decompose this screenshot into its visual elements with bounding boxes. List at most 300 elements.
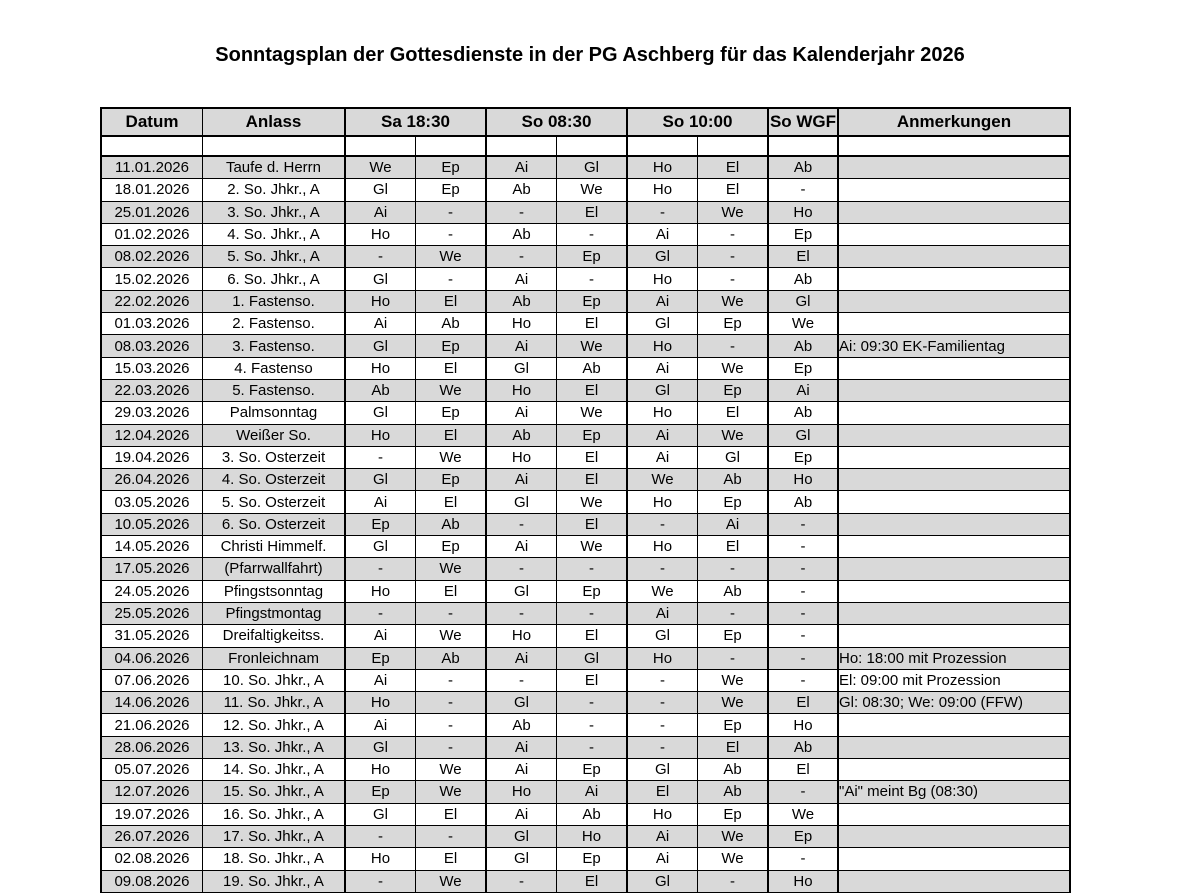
table-row: [100, 469, 1071, 491]
cell-occasion: 5. Fastenso.: [203, 380, 346, 402]
cell-so-1000-b: We: [698, 202, 769, 224]
spacer-row: [100, 137, 1071, 157]
cell-so-0830-b: El: [557, 514, 628, 536]
header-datum: Datum: [100, 107, 203, 137]
table-row: [100, 157, 1071, 179]
cell-so-0830-a: Gl: [487, 358, 557, 380]
cell-note: [839, 848, 1071, 870]
cell-so-0830-b: El: [557, 871, 628, 893]
cell-so-1000-b: We: [698, 848, 769, 870]
cell-so-0830-a: Gl: [487, 826, 557, 848]
cell-date: 29.03.2026: [100, 402, 203, 424]
cell-occasion: 6. So. Jhkr., A: [203, 268, 346, 290]
cell-occasion: 11. So. Jhkr., A: [203, 692, 346, 714]
cell-so-0830-a: -: [487, 871, 557, 893]
cell-so-0830-b: -: [557, 714, 628, 736]
header-anlass: Anlass: [203, 107, 346, 137]
cell-date: 28.06.2026: [100, 737, 203, 759]
cell-sa-1830-a: Gl: [346, 737, 416, 759]
cell-so-1000-a: Ai: [628, 826, 698, 848]
cell-sa-1830-a: -: [346, 558, 416, 580]
cell-date: 11.01.2026: [100, 157, 203, 179]
cell-occasion: 4. So. Osterzeit: [203, 469, 346, 491]
cell-sa-1830-a: Ai: [346, 670, 416, 692]
schedule-body: [100, 157, 1071, 893]
cell-so-1000-b: We: [698, 291, 769, 313]
cell-so-1000-b: Ab: [698, 581, 769, 603]
cell-so-1000-b: Ai: [698, 514, 769, 536]
cell-so-0830-b: -: [557, 692, 628, 714]
cell-so-1000-b: Ep: [698, 491, 769, 513]
cell-so-wgf: Gl: [769, 425, 839, 447]
cell-date: 24.05.2026: [100, 581, 203, 603]
table-row: [100, 603, 1071, 625]
table-row: [100, 291, 1071, 313]
cell-so-wgf: Ep: [769, 447, 839, 469]
cell-so-0830-a: Ho: [487, 625, 557, 647]
table-row: [100, 804, 1071, 826]
cell-so-0830-b: We: [557, 402, 628, 424]
cell-so-wgf: Ai: [769, 380, 839, 402]
cell-so-0830-b: Ep: [557, 759, 628, 781]
cell-so-0830-a: Ai: [487, 759, 557, 781]
cell-sa-1830-b: El: [416, 804, 487, 826]
cell-note: [839, 826, 1071, 848]
cell-so-0830-a: Ab: [487, 179, 557, 201]
header-so-0830: So 08:30: [487, 107, 628, 137]
cell-sa-1830-a: Gl: [346, 335, 416, 357]
cell-note: [839, 291, 1071, 313]
cell-so-1000-a: Ai: [628, 358, 698, 380]
cell-so-0830-a: Ai: [487, 335, 557, 357]
cell-note: [839, 737, 1071, 759]
spacer-cell: [416, 137, 487, 157]
cell-so-wgf: Ep: [769, 358, 839, 380]
cell-sa-1830-a: Ho: [346, 224, 416, 246]
cell-date: 09.08.2026: [100, 871, 203, 893]
table-row: [100, 759, 1071, 781]
cell-sa-1830-b: El: [416, 425, 487, 447]
cell-sa-1830-b: -: [416, 224, 487, 246]
cell-so-1000-b: El: [698, 402, 769, 424]
cell-sa-1830-a: Ho: [346, 425, 416, 447]
cell-so-0830-a: -: [487, 670, 557, 692]
cell-sa-1830-a: Ep: [346, 514, 416, 536]
cell-sa-1830-a: Gl: [346, 268, 416, 290]
cell-so-1000-a: We: [628, 581, 698, 603]
cell-so-1000-a: El: [628, 781, 698, 803]
cell-so-0830-a: Ho: [487, 781, 557, 803]
cell-occasion: 5. So. Osterzeit: [203, 491, 346, 513]
cell-so-0830-a: Ab: [487, 425, 557, 447]
cell-so-0830-a: -: [487, 246, 557, 268]
cell-so-0830-a: Ai: [487, 157, 557, 179]
table-row: [100, 313, 1071, 335]
cell-note: [839, 491, 1071, 513]
cell-sa-1830-a: Gl: [346, 536, 416, 558]
cell-so-wgf: -: [769, 625, 839, 647]
cell-so-1000-a: -: [628, 692, 698, 714]
cell-so-wgf: Ab: [769, 402, 839, 424]
header-sa-1830: Sa 18:30: [346, 107, 487, 137]
cell-sa-1830-b: -: [416, 826, 487, 848]
cell-so-wgf: Gl: [769, 291, 839, 313]
cell-so-1000-a: Gl: [628, 313, 698, 335]
cell-note: [839, 447, 1071, 469]
cell-so-0830-a: Ab: [487, 291, 557, 313]
spacer-cell: [698, 137, 769, 157]
cell-note: [839, 224, 1071, 246]
cell-sa-1830-a: -: [346, 826, 416, 848]
cell-occasion: (Pfarrwallfahrt): [203, 558, 346, 580]
cell-date: 12.07.2026: [100, 781, 203, 803]
cell-so-wgf: Ho: [769, 202, 839, 224]
cell-occasion: 13. So. Jhkr., A: [203, 737, 346, 759]
table-row: [100, 202, 1071, 224]
cell-occasion: Weißer So.: [203, 425, 346, 447]
cell-date: 25.05.2026: [100, 603, 203, 625]
cell-so-1000-b: We: [698, 425, 769, 447]
cell-so-1000-b: El: [698, 737, 769, 759]
cell-date: 31.05.2026: [100, 625, 203, 647]
cell-sa-1830-a: -: [346, 447, 416, 469]
cell-so-0830-b: Ep: [557, 246, 628, 268]
cell-sa-1830-a: Gl: [346, 179, 416, 201]
cell-so-wgf: El: [769, 692, 839, 714]
cell-date: 12.04.2026: [100, 425, 203, 447]
cell-occasion: 18. So. Jhkr., A: [203, 848, 346, 870]
cell-so-1000-a: Ho: [628, 536, 698, 558]
cell-sa-1830-b: We: [416, 246, 487, 268]
cell-note: [839, 759, 1071, 781]
cell-so-0830-a: Ab: [487, 714, 557, 736]
cell-occasion: 4. So. Jhkr., A: [203, 224, 346, 246]
cell-date: 19.04.2026: [100, 447, 203, 469]
cell-so-1000-a: We: [628, 469, 698, 491]
cell-so-1000-b: -: [698, 224, 769, 246]
cell-date: 04.06.2026: [100, 648, 203, 670]
cell-so-wgf: Ep: [769, 826, 839, 848]
cell-so-0830-b: Ai: [557, 781, 628, 803]
cell-occasion: Dreifaltigkeitss.: [203, 625, 346, 647]
table-row: [100, 848, 1071, 870]
cell-date: 08.02.2026: [100, 246, 203, 268]
cell-note: [839, 871, 1071, 893]
cell-so-0830-b: El: [557, 202, 628, 224]
cell-sa-1830-b: Ab: [416, 313, 487, 335]
cell-note: [839, 380, 1071, 402]
cell-so-wgf: -: [769, 603, 839, 625]
cell-note: [839, 469, 1071, 491]
cell-so-0830-a: Ho: [487, 447, 557, 469]
cell-so-1000-b: Ab: [698, 759, 769, 781]
cell-so-1000-b: -: [698, 603, 769, 625]
cell-sa-1830-b: Ep: [416, 179, 487, 201]
cell-occasion: 16. So. Jhkr., A: [203, 804, 346, 826]
cell-so-0830-a: -: [487, 514, 557, 536]
cell-so-wgf: Ab: [769, 491, 839, 513]
cell-sa-1830-a: -: [346, 246, 416, 268]
cell-date: 07.06.2026: [100, 670, 203, 692]
cell-sa-1830-b: Ep: [416, 536, 487, 558]
cell-date: 03.05.2026: [100, 491, 203, 513]
cell-date: 14.06.2026: [100, 692, 203, 714]
cell-so-wgf: El: [769, 246, 839, 268]
cell-so-1000-a: Ho: [628, 804, 698, 826]
cell-so-1000-b: El: [698, 179, 769, 201]
spacer-cell: [100, 137, 203, 157]
cell-date: 08.03.2026: [100, 335, 203, 357]
cell-so-1000-b: Ab: [698, 469, 769, 491]
cell-occasion: 6. So. Osterzeit: [203, 514, 346, 536]
cell-sa-1830-b: -: [416, 202, 487, 224]
cell-so-1000-a: Gl: [628, 759, 698, 781]
table-row: [100, 670, 1071, 692]
cell-date: 01.02.2026: [100, 224, 203, 246]
spacer-cell: [769, 137, 839, 157]
cell-sa-1830-a: Ho: [346, 358, 416, 380]
spacer-cell: [203, 137, 346, 157]
cell-so-1000-a: Ai: [628, 447, 698, 469]
cell-so-1000-a: Ho: [628, 648, 698, 670]
cell-occasion: 3. So. Jhkr., A: [203, 202, 346, 224]
cell-so-1000-b: We: [698, 670, 769, 692]
cell-sa-1830-a: Ho: [346, 581, 416, 603]
cell-so-1000-a: Ai: [628, 224, 698, 246]
cell-so-1000-a: Ai: [628, 603, 698, 625]
cell-date: 01.03.2026: [100, 313, 203, 335]
cell-so-0830-a: Ai: [487, 804, 557, 826]
cell-sa-1830-a: -: [346, 871, 416, 893]
table-row: [100, 648, 1071, 670]
header-row: [100, 107, 1071, 137]
table-row: [100, 737, 1071, 759]
cell-so-wgf: -: [769, 781, 839, 803]
cell-so-0830-b: -: [557, 224, 628, 246]
cell-so-wgf: -: [769, 179, 839, 201]
cell-so-0830-b: We: [557, 536, 628, 558]
spacer-cell: [839, 137, 1071, 157]
cell-sa-1830-a: Ai: [346, 491, 416, 513]
cell-so-0830-b: El: [557, 447, 628, 469]
cell-sa-1830-b: Ep: [416, 335, 487, 357]
cell-date: 15.03.2026: [100, 358, 203, 380]
cell-sa-1830-a: Ab: [346, 380, 416, 402]
cell-so-wgf: Ab: [769, 335, 839, 357]
cell-so-1000-a: -: [628, 202, 698, 224]
cell-date: 21.06.2026: [100, 714, 203, 736]
cell-note: [839, 425, 1071, 447]
cell-occasion: 2. Fastenso.: [203, 313, 346, 335]
cell-so-wgf: Ab: [769, 157, 839, 179]
cell-so-0830-b: -: [557, 603, 628, 625]
cell-so-1000-b: -: [698, 246, 769, 268]
cell-note: El: 09:00 mit Prozession: [839, 670, 1071, 692]
cell-date: 22.03.2026: [100, 380, 203, 402]
cell-so-0830-b: -: [557, 558, 628, 580]
cell-so-1000-b: We: [698, 826, 769, 848]
cell-note: [839, 268, 1071, 290]
cell-note: [839, 246, 1071, 268]
table-row: [100, 714, 1071, 736]
cell-occasion: 3. Fastenso.: [203, 335, 346, 357]
cell-so-1000-b: Gl: [698, 447, 769, 469]
cell-so-0830-b: We: [557, 335, 628, 357]
table-row: [100, 871, 1071, 893]
cell-occasion: 10. So. Jhkr., A: [203, 670, 346, 692]
table-row: [100, 781, 1071, 803]
cell-sa-1830-b: Ab: [416, 514, 487, 536]
cell-sa-1830-b: El: [416, 848, 487, 870]
cell-occasion: 14. So. Jhkr., A: [203, 759, 346, 781]
cell-sa-1830-a: Ho: [346, 848, 416, 870]
cell-so-0830-a: Gl: [487, 848, 557, 870]
cell-so-1000-a: -: [628, 670, 698, 692]
cell-occasion: Pfingstsonntag: [203, 581, 346, 603]
cell-so-0830-b: El: [557, 670, 628, 692]
table-row: [100, 514, 1071, 536]
cell-so-1000-a: Gl: [628, 246, 698, 268]
cell-so-1000-b: Ab: [698, 781, 769, 803]
cell-so-0830-a: -: [487, 603, 557, 625]
table-row: [100, 246, 1071, 268]
cell-so-1000-a: Ho: [628, 268, 698, 290]
cell-sa-1830-b: We: [416, 447, 487, 469]
cell-note: [839, 313, 1071, 335]
cell-so-wgf: Ab: [769, 737, 839, 759]
cell-note: "Ai" meint Bg (08:30): [839, 781, 1071, 803]
table-row: [100, 692, 1071, 714]
cell-so-1000-a: -: [628, 737, 698, 759]
cell-sa-1830-b: El: [416, 358, 487, 380]
cell-so-0830-b: El: [557, 313, 628, 335]
cell-so-1000-b: Ep: [698, 380, 769, 402]
cell-so-0830-b: Ep: [557, 425, 628, 447]
cell-note: Ho: 18:00 mit Prozession: [839, 648, 1071, 670]
cell-note: [839, 514, 1071, 536]
cell-so-0830-a: Ab: [487, 224, 557, 246]
cell-so-1000-a: Gl: [628, 625, 698, 647]
cell-note: [839, 804, 1071, 826]
cell-sa-1830-b: -: [416, 692, 487, 714]
cell-date: 26.04.2026: [100, 469, 203, 491]
cell-note: Gl: 08:30; We: 09:00 (FFW): [839, 692, 1071, 714]
cell-date: 15.02.2026: [100, 268, 203, 290]
cell-so-0830-b: -: [557, 268, 628, 290]
cell-so-wgf: -: [769, 848, 839, 870]
cell-sa-1830-b: We: [416, 625, 487, 647]
cell-sa-1830-a: Ai: [346, 313, 416, 335]
cell-note: [839, 536, 1071, 558]
table-row: [100, 402, 1071, 424]
cell-so-0830-a: Ho: [487, 380, 557, 402]
cell-occasion: Fronleichnam: [203, 648, 346, 670]
cell-so-0830-a: Ai: [487, 648, 557, 670]
cell-date: 14.05.2026: [100, 536, 203, 558]
cell-note: [839, 202, 1071, 224]
cell-occasion: Christi Himmelf.: [203, 536, 346, 558]
cell-so-0830-a: Ai: [487, 737, 557, 759]
spacer-cell: [346, 137, 416, 157]
cell-sa-1830-b: -: [416, 603, 487, 625]
cell-so-wgf: -: [769, 670, 839, 692]
cell-so-0830-a: Ai: [487, 536, 557, 558]
cell-note: [839, 603, 1071, 625]
cell-so-wgf: -: [769, 648, 839, 670]
cell-occasion: 19. So. Jhkr., A: [203, 871, 346, 893]
cell-so-0830-a: Gl: [487, 491, 557, 513]
cell-so-1000-a: Ai: [628, 848, 698, 870]
cell-so-1000-b: We: [698, 358, 769, 380]
cell-occasion: 2. So. Jhkr., A: [203, 179, 346, 201]
cell-note: [839, 179, 1071, 201]
cell-so-1000-a: -: [628, 714, 698, 736]
cell-sa-1830-b: We: [416, 871, 487, 893]
cell-so-0830-b: Gl: [557, 648, 628, 670]
cell-so-0830-a: -: [487, 202, 557, 224]
cell-so-1000-b: -: [698, 871, 769, 893]
cell-so-wgf: -: [769, 581, 839, 603]
cell-occasion: 4. Fastenso: [203, 358, 346, 380]
cell-so-0830-b: El: [557, 469, 628, 491]
cell-so-1000-b: El: [698, 157, 769, 179]
header-so-wgf: So WGF: [769, 107, 839, 137]
cell-so-0830-b: Ep: [557, 848, 628, 870]
cell-sa-1830-b: Ab: [416, 648, 487, 670]
cell-sa-1830-a: Gl: [346, 402, 416, 424]
cell-so-0830-a: Ai: [487, 268, 557, 290]
cell-occasion: 12. So. Jhkr., A: [203, 714, 346, 736]
cell-date: 02.08.2026: [100, 848, 203, 870]
cell-sa-1830-b: Ep: [416, 402, 487, 424]
cell-sa-1830-a: Ai: [346, 202, 416, 224]
table-row: [100, 380, 1071, 402]
cell-sa-1830-a: Ai: [346, 714, 416, 736]
cell-note: [839, 402, 1071, 424]
cell-date: 19.07.2026: [100, 804, 203, 826]
cell-sa-1830-b: El: [416, 291, 487, 313]
cell-so-0830-b: -: [557, 737, 628, 759]
cell-so-0830-a: Ai: [487, 402, 557, 424]
spacer-cell: [628, 137, 698, 157]
cell-occasion: Pfingstmontag: [203, 603, 346, 625]
cell-so-1000-a: -: [628, 514, 698, 536]
table-row: [100, 491, 1071, 513]
table-row: [100, 447, 1071, 469]
cell-occasion: Taufe d. Herrn: [203, 157, 346, 179]
cell-sa-1830-a: Gl: [346, 469, 416, 491]
cell-sa-1830-b: -: [416, 268, 487, 290]
table-row: [100, 826, 1071, 848]
cell-so-1000-b: -: [698, 558, 769, 580]
cell-sa-1830-a: Gl: [346, 804, 416, 826]
cell-so-1000-b: Ep: [698, 313, 769, 335]
cell-so-1000-a: Gl: [628, 380, 698, 402]
cell-date: 10.05.2026: [100, 514, 203, 536]
cell-note: [839, 358, 1071, 380]
cell-so-0830-b: We: [557, 179, 628, 201]
cell-so-0830-b: Ho: [557, 826, 628, 848]
cell-sa-1830-b: Ep: [416, 157, 487, 179]
cell-sa-1830-a: -: [346, 603, 416, 625]
cell-sa-1830-a: Ho: [346, 692, 416, 714]
cell-so-0830-b: Gl: [557, 157, 628, 179]
cell-so-1000-a: Ho: [628, 402, 698, 424]
cell-so-wgf: Ep: [769, 224, 839, 246]
cell-so-wgf: Ho: [769, 469, 839, 491]
spacer-cell: [557, 137, 628, 157]
cell-so-0830-b: We: [557, 491, 628, 513]
